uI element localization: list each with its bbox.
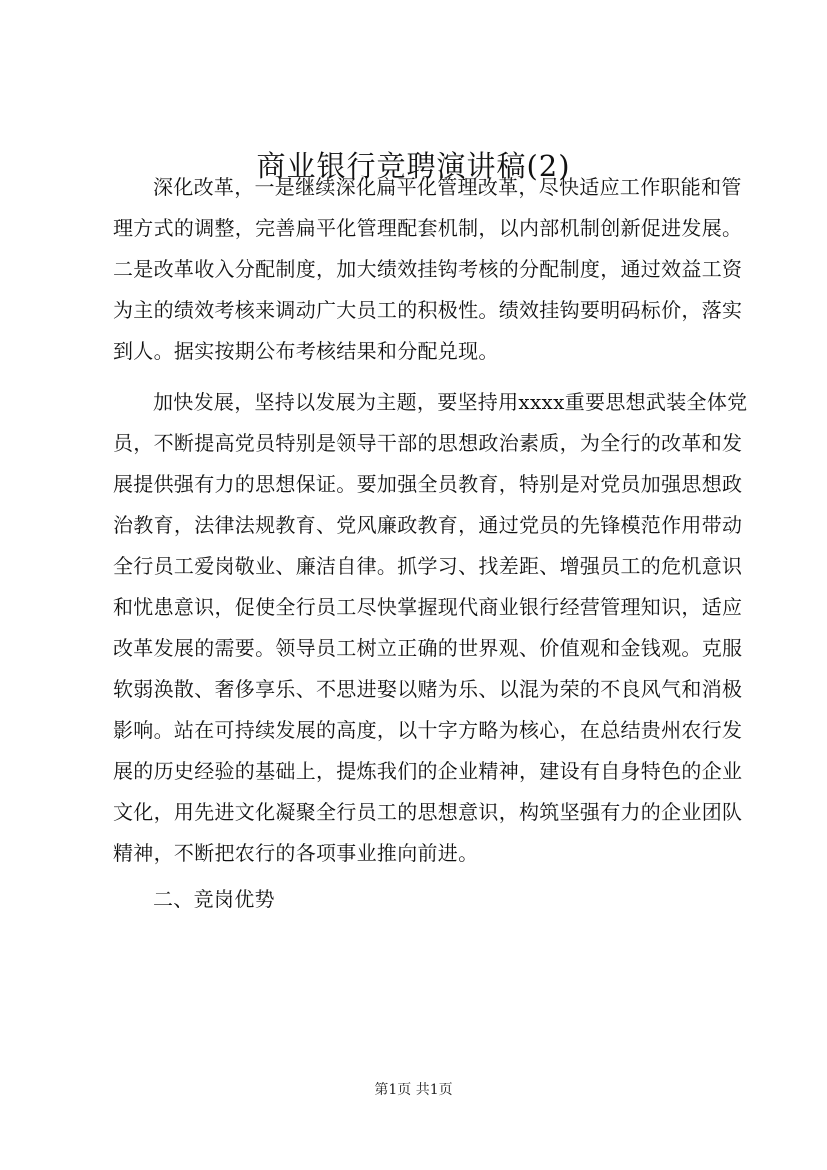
document-body [113,167,753,920]
paragraph-development: 加快发展，坚持以发展为主题，要坚持用xxxx重要思想武装全体党员，不断提高党员特别是领导干部的思想政治素质，为全行的改革和发展提供强有力的思想保证。要加强全员教育，特别是对党员加强思想政治教育，法律法规教育、党风廉政教育，通过党员的先锋模范作用带动全行员工爱岗敬业、廉洁自律。抓学习、找差距、增强员工的危机意识和忧患意识，促使全行员工尽快掌握现代商业银行经营管理知识，适应改革发展的需要。领导员工树立正确的世界观、价值观和金钱观。克服软弱涣散、奢侈享乐、不思进娶以赌为乐、以混为荣的不良风气和消极影响。站在可持续发展的高度，以十字方略为核心，在总结贵州农行发展的历史经验的基础上，提炼我们的企业精神，建设有自身特色的企业文化，用先进文化凝聚全行员工的思想意识，构筑坚强有力的企业团队精神，不断把农行的各项事业推向前进。 [113,390,748,865]
section-heading-advantages: 二、竞岗优势 [153,887,275,911]
document-title: 商业银行竞聘演讲稿(2) [256,149,571,183]
page-number-footer: 第1页 共1页 [374,1082,453,1098]
paragraph-reform: 深化改革，一是继续深化扁平化管理改革，尽快适应工作职能和管理方式的调整，完善扁平化管理配套机制，以内部机制创新促进发展。二是改革收入分配制度，加大绩效挂钩考核的分配制度，通过效益工资为主的绩效考核来调动广大员工的积极性。绩效挂钩要明码标价，落实到人。据实按期公布考核结果和分配兑现。 [113,175,743,363]
